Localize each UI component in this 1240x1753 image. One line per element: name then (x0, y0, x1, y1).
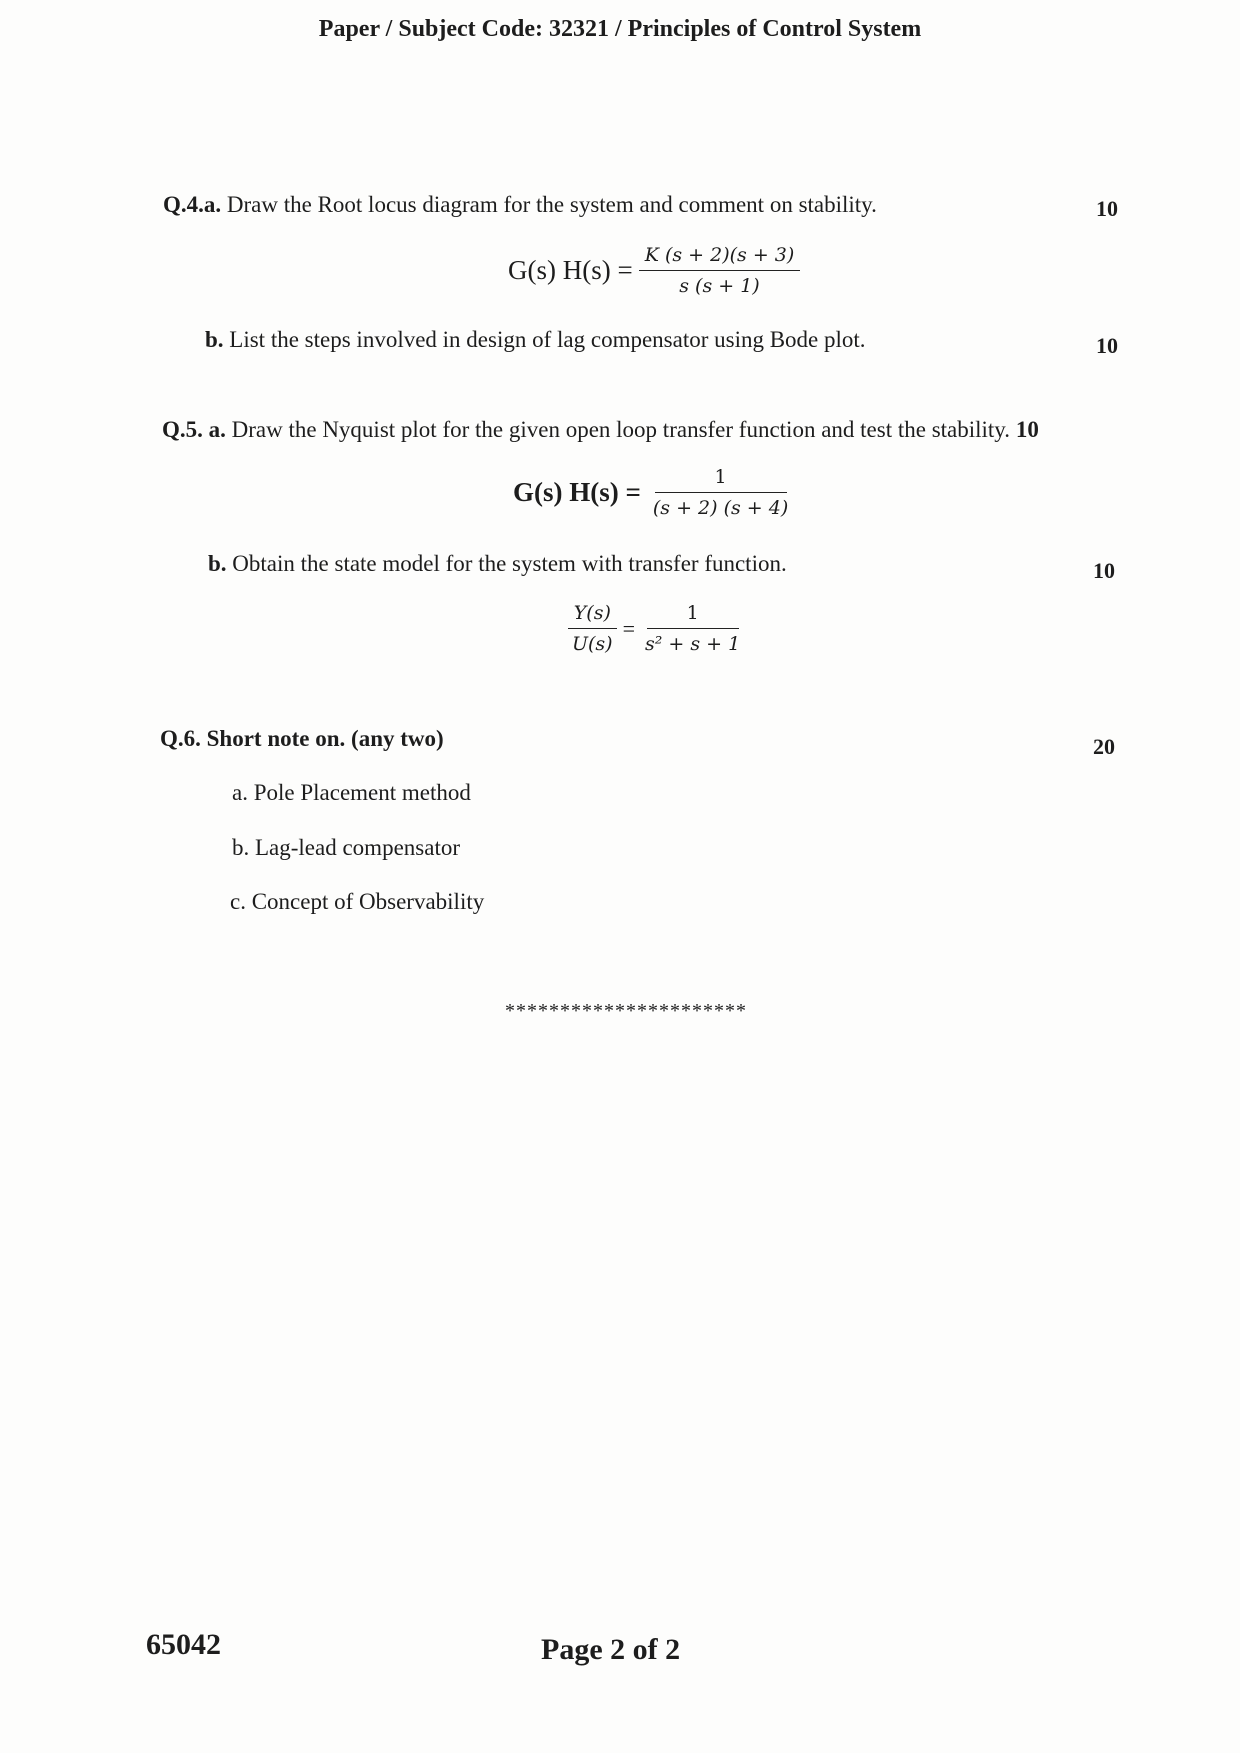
q5b-eq-lhs-numerator: Y(s) (568, 602, 617, 629)
q4a-eq-denominator: s (s + 1) (679, 275, 760, 297)
q5b-label: b. (208, 551, 227, 576)
q6-item-text: Pole Placement method (253, 780, 471, 805)
footer-code: 65042 (146, 1628, 221, 1661)
q5b-eq-equals: = (622, 615, 636, 641)
q6-item-b (232, 835, 460, 861)
page-header: Paper / Subject Code: 32321 / Principles of Control System (318, 16, 922, 42)
q6-question: Q.6. Short note on. (any two) (160, 726, 444, 751)
footer-page-number: Page 2 of 2 (541, 1633, 681, 1666)
q6-item-label: c. (230, 889, 246, 914)
q5b-eq-lhs-denominator: U(s) (572, 633, 613, 655)
q4a-eq-lhs: G(s) H(s) = (508, 255, 633, 285)
q5b-marks: 10 (1093, 558, 1115, 583)
q5b-eq-rhs-denominator: s² + s + 1 (645, 633, 741, 655)
q5b-eq-rhs-numerator: 1 (647, 602, 739, 629)
q5b-equation (566, 602, 746, 655)
q5b-eq-lhs-fraction (566, 602, 619, 655)
q4a-equation (508, 244, 800, 297)
q6-item-text: Lag-lead compensator (255, 835, 460, 860)
q4a-marks: 10 (1096, 196, 1118, 221)
q6-item-text: Concept of Observability (251, 889, 485, 914)
q4b-marks: 10 (1096, 333, 1118, 358)
q5a-eq-fraction (647, 466, 794, 519)
q4a-label: Q.4.a. (163, 192, 222, 217)
q5a-eq-lhs: G(s) H(s) = (513, 477, 641, 507)
q4a-text: Draw the Root locus diagram for the system and comment on stability. (226, 192, 877, 217)
q6-item-a (232, 780, 471, 806)
end-separator: ********************** (505, 1000, 747, 1022)
q5a-equation (513, 466, 794, 519)
q4b-text: List the steps involved in design of lag compensator using Bode plot. (229, 327, 866, 352)
q5b-eq-rhs-fraction (639, 602, 746, 655)
q5a-eq-numerator: 1 (655, 466, 787, 493)
q4a-eq-numerator: K (s + 2)(s + 3) (639, 244, 801, 271)
q5b-text: Obtain the state model for the system with transfer function. (232, 551, 787, 576)
q5a-text: Draw the Nyquist plot for the given open loop transfer function and test the stability. (231, 417, 1011, 442)
q4a-question (163, 192, 877, 218)
q4b-question (205, 327, 866, 353)
q4a-eq-fraction (639, 244, 801, 297)
q5b-question (208, 551, 787, 577)
q5a-marks: 10 (1015, 417, 1039, 442)
q6-marks: 20 (1093, 734, 1115, 759)
q5a-question (162, 417, 1039, 443)
q5a-label: Q.5. a. (162, 417, 226, 442)
q6-item-label: b. (232, 835, 250, 860)
q5a-eq-denominator: (s + 2) (s + 4) (652, 497, 789, 519)
q4b-label: b. (205, 327, 224, 352)
q6-item-c (230, 889, 484, 915)
q6-item-label: a. (232, 780, 248, 805)
